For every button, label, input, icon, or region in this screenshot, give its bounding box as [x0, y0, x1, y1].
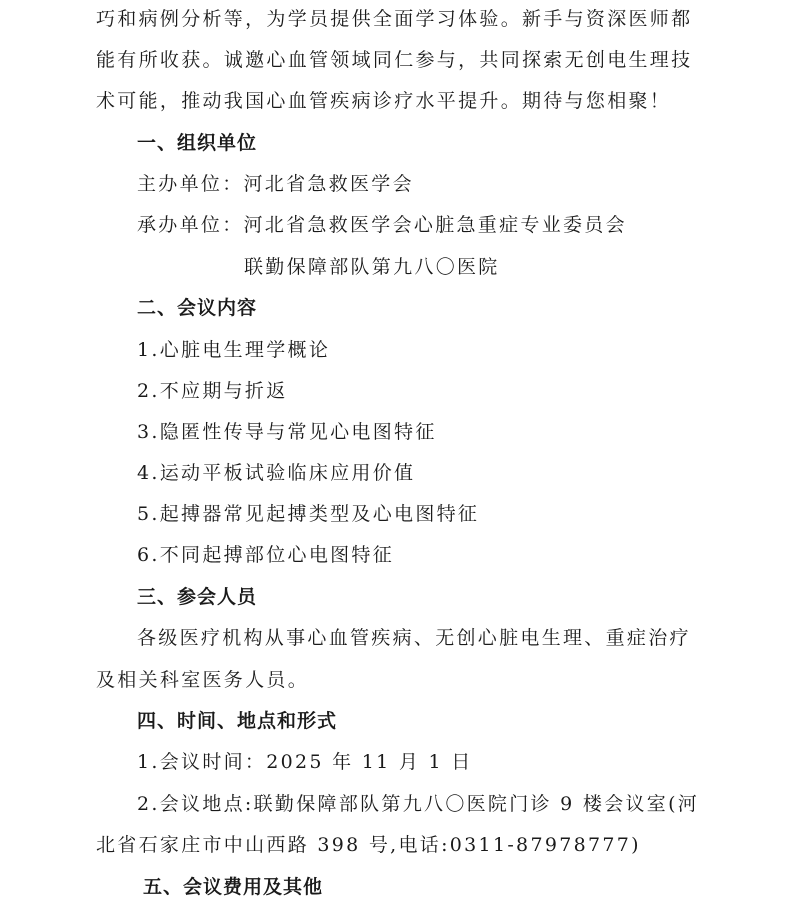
content-item-6: 6.不同起搏部位心电图特征 — [137, 544, 395, 566]
content-item-5: 5.起搏器常见起搏类型及心电图特征 — [137, 503, 480, 525]
meeting-place-line-2: 北省石家庄市中山西路 398 号,电话:0311-87978777) — [96, 834, 641, 856]
section-heading-content: 二、会议内容 — [137, 297, 258, 319]
meeting-place-line-1: 2.会议地点:联勤保障部队第九八〇医院门诊 9 楼会议室(河 — [137, 793, 700, 815]
section-heading-organizers: 一、组织单位 — [137, 132, 258, 154]
intro-line-2: 能有所收获。诚邀心血管领域同仁参与，共同探索无创电生理技 — [96, 49, 693, 71]
meeting-time: 1.会议时间：2025 年 11 月 1 日 — [137, 751, 473, 773]
content-item-2: 2.不应期与折返 — [137, 380, 288, 402]
intro-line-3: 术可能，推动我国心血管疾病诊疗水平提升。期待与您相聚！ — [96, 90, 672, 112]
attendees-line-1: 各级医疗机构从事心血管疾病、无创心脏电生理、重症治疗 — [137, 627, 691, 649]
content-item-1: 1.心脏电生理学概论 — [137, 339, 331, 361]
content-item-4: 4.运动平板试验临床应用价值 — [137, 462, 416, 484]
section-heading-time-place: 四、时间、地点和形式 — [137, 710, 338, 732]
host-unit: 主办单位：河北省急救医学会 — [137, 173, 414, 195]
section-heading-fees: 五、会议费用及其他 — [143, 876, 324, 898]
intro-line-1: 巧和病例分析等，为学员提供全面学习体验。新手与资深医师都 — [96, 8, 693, 30]
section-heading-attendees: 三、参会人员 — [137, 586, 258, 608]
attendees-line-2: 及相关科室医务人员。 — [96, 669, 310, 691]
content-item-3: 3.隐匿性传导与常见心电图特征 — [137, 421, 437, 443]
organizer-unit-2: 联勤保障部队第九八〇医院 — [244, 256, 500, 278]
organizer-unit: 承办单位：河北省急救医学会心脏急重症专业委员会 — [137, 214, 627, 236]
